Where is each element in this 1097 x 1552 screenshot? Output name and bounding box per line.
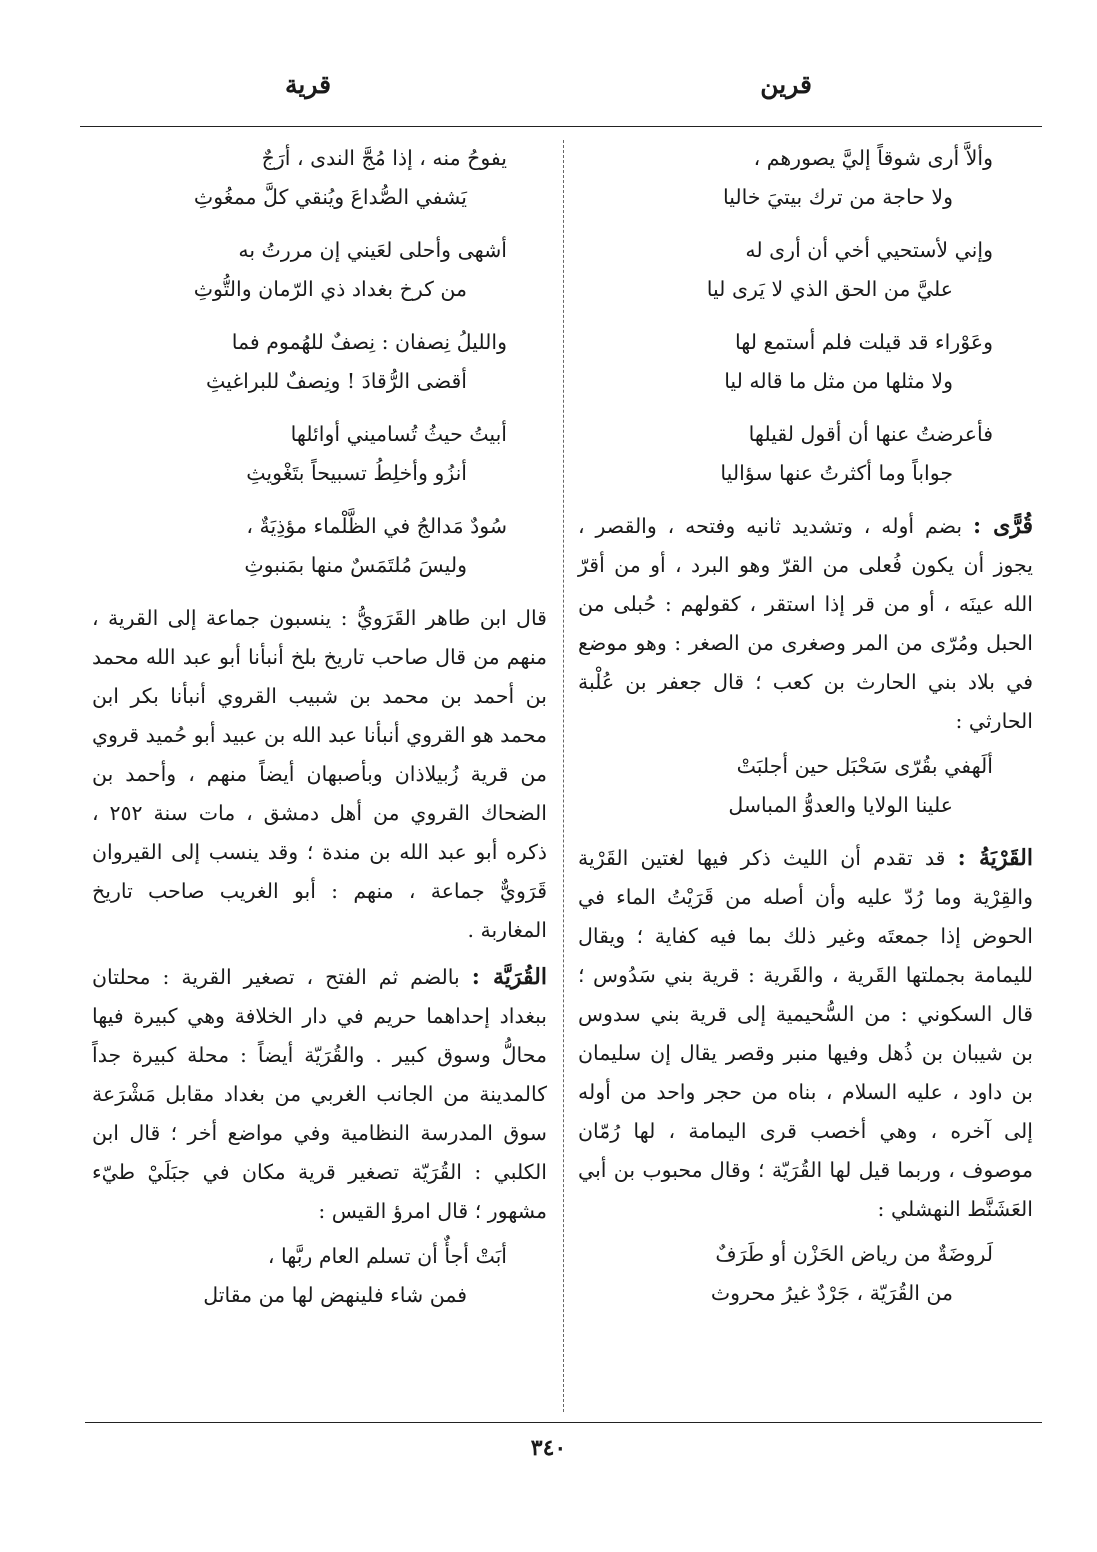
poem-block [92,1237,547,1315]
verse-line: فأعرضتُ عنها أن أقول لقيلها [748,422,993,446]
verse-line: علينا الولايا والعدوُّ المباسل [728,793,953,817]
column-divider [563,140,564,1412]
entry-text: بالضم ثم الفتح ، تصغير القرية : محلتان ببغداد إحداهما حريم في دار الخلافة وهي كبيرة فيها محالُّ وسوق كبير . والقُرَيّة أيضاً : محلة كبيرة جداً كالمدينة من الجانب الغربي من بغداد مقابل مَشْرَعة سوق المدرسة النظامية وفي مواضع أخر ؛ قال ابن الكلبي : القُرَيّة تصغير قرية مكان في جبَلَيْ طيّء مشهور ؛ قال امرؤ القيس : [92,965,547,1223]
verse-line: وعَوْراء قد قيلت فلم أستمع لها [735,330,993,354]
entry-headword: قُرًّى : [972,513,1033,539]
left-column [92,135,547,1329]
verse-line: ألَهفي بقُرّى سَحْبَل حين أجلبَتْ [736,754,993,778]
entry-headword: القَرْيَةُ : [957,845,1033,871]
verse-line: عليَّ من الحق الذي لا يَرى ليا [706,277,953,301]
entry-text: بضم أوله ، وتشديد ثانيه وفتحه ، والقصر ، يجوز أن يكون فُعلى من القرّ وهو البرد ، أو من أقرّ الله عينَه ، أو من قر إذا استقر ، كقولهم : حُبلى من الحبل ومُرّى من المر وصغرى من الصغر : وهو موضع في بلاد بني الحارث بن كعب ؛ قال جعفر بن عُلْبة الحارثي : [578,514,1033,733]
verse-line: وألاَّ أرى شوقاً إليَّ يصورهم ، [753,146,993,170]
poem-block [92,139,547,217]
poem-block [92,231,547,309]
entry-text: قد تقدم أن الليث ذكر فيها لغتين القَرْية والقِرْية وما رُدّ عليه وأن أصله من قَرَيْتُ الماء في الحوض إذا جمعتَه وغير ذلك بما فيه كفاية ؛ ويقال لليمامة بجملتها القَرية ، والقَرية : قرية بني سَدُوس ؛ قال السكوني : من السُّحيمية إلى قرية بني سدوس بن شيبان بن ذُهل وفيها منبر وقصر يقال إن سليمان بن داود ، عليه السلام ، بناه من حجر واحد من أوله إلى آخره ، وهي أخصب قرى اليمامة ، لها رُمّان موصوف ، وربما قيل لها القُرَيّة ؛ وقال محبوب بن أبي العَشَنَّط النهشلي : [578,846,1033,1221]
running-head-right: قرين [760,70,812,99]
verse-line: والليلُ نِصفان : نِصفٌ للهُموم فما [231,330,507,354]
verse-line: يفوحُ منه ، إذا مُجَّ الندى ، أرَجٌ [261,146,507,170]
running-head-left: قرية [285,70,332,99]
verse-line: من القُرَيّة ، جَرْدٌ غيرُ محروث [710,1281,953,1305]
verse-line: أبَتْ أجأٌ أن تسلم العام ربَّها ، [267,1244,507,1268]
verse-line: ولا مثلها من مثل ما قاله ليا [724,369,953,393]
bottom-rule [85,1422,1042,1423]
entry-al-qarya [578,839,1033,1229]
page-header [85,70,1012,110]
poem-block [92,415,547,493]
page-number: ٣٤٠ [530,1435,567,1461]
poem-block [578,415,1033,493]
poem-block [578,1235,1033,1313]
entry-qurra [578,507,1033,741]
paragraph-ibn-tahir: قال ابن طاهر القَرَويُّ : ينسبون جماعة إلى القرية ، منهم من قال صاحب تاريخ بلخ أنبأنا أبو عبد الله محمد بن أحمد بن محمد بن شبيب القروي أنبأنا بكر ابن محمد هو القروي أنبأنا عبد الله بن عبيد أبو حُميد قروي من قرية زُبيلاذان وبأصبهان أيضاً منهم ، وأحمد بن الضحاك القروي من أهل دمشق ، مات سنة ٢٥٢ ، ذكره أبو عبد الله بن مندة ؛ وقد ينسب إلى القيروان قَرَويٌّ جماعة ، منهم : أبو الغريب صاحب تاريخ المغاربة . [92,606,547,942]
entry-al-quraya [92,958,547,1231]
poem-block [578,323,1033,401]
verse-line: أنزُو وأخلِطُ تسبيحاً بتَغْويثِ [246,461,467,485]
verse-line: أشهى وأحلى لعَيني إن مررتُ به [238,238,507,262]
verse-line: ولا حاجة من ترك بيتيَ خاليا [722,185,953,209]
poem-block [578,139,1033,217]
poem-block [92,323,547,401]
entry-headword: القُرَيَّة : [471,964,547,990]
poem-block [578,231,1033,309]
verse-line: لَروضَةٌ من رياض الحَزْن أو طَرَفٌ [715,1242,993,1266]
verse-line: أبيتُ حيثُ تُساميني أوائلها [290,422,507,446]
poem-block [578,747,1033,825]
verse-line: يَشفي الصُّداعَ ويُنقي كلَّ ممغُوثِ [193,185,467,209]
verse-line: فمن شاء فلينهض لها من مقاتل [203,1283,467,1307]
verse-line: سُودٌ مَدالجُ في الظَّلْماء مؤذِيَةٌ ، [246,514,507,538]
verse-line: وإني لأستحيي أخي أن أرى له [745,238,993,262]
verse-line: وليسَ مُلتَمَسٌ منها بمَنبوثِ [244,553,467,577]
verse-line: من كرخ بغداد ذي الرّمان والتُّوثِ [193,277,467,301]
top-rule [80,126,1042,127]
right-column [578,135,1033,1327]
poem-block [92,507,547,585]
verse-line: جواباً وما أكثرتُ عنها سؤاليا [720,461,953,485]
verse-line: أقضى الرُّقادَ ! ونِصفٌ للبراغيثِ [206,369,467,393]
